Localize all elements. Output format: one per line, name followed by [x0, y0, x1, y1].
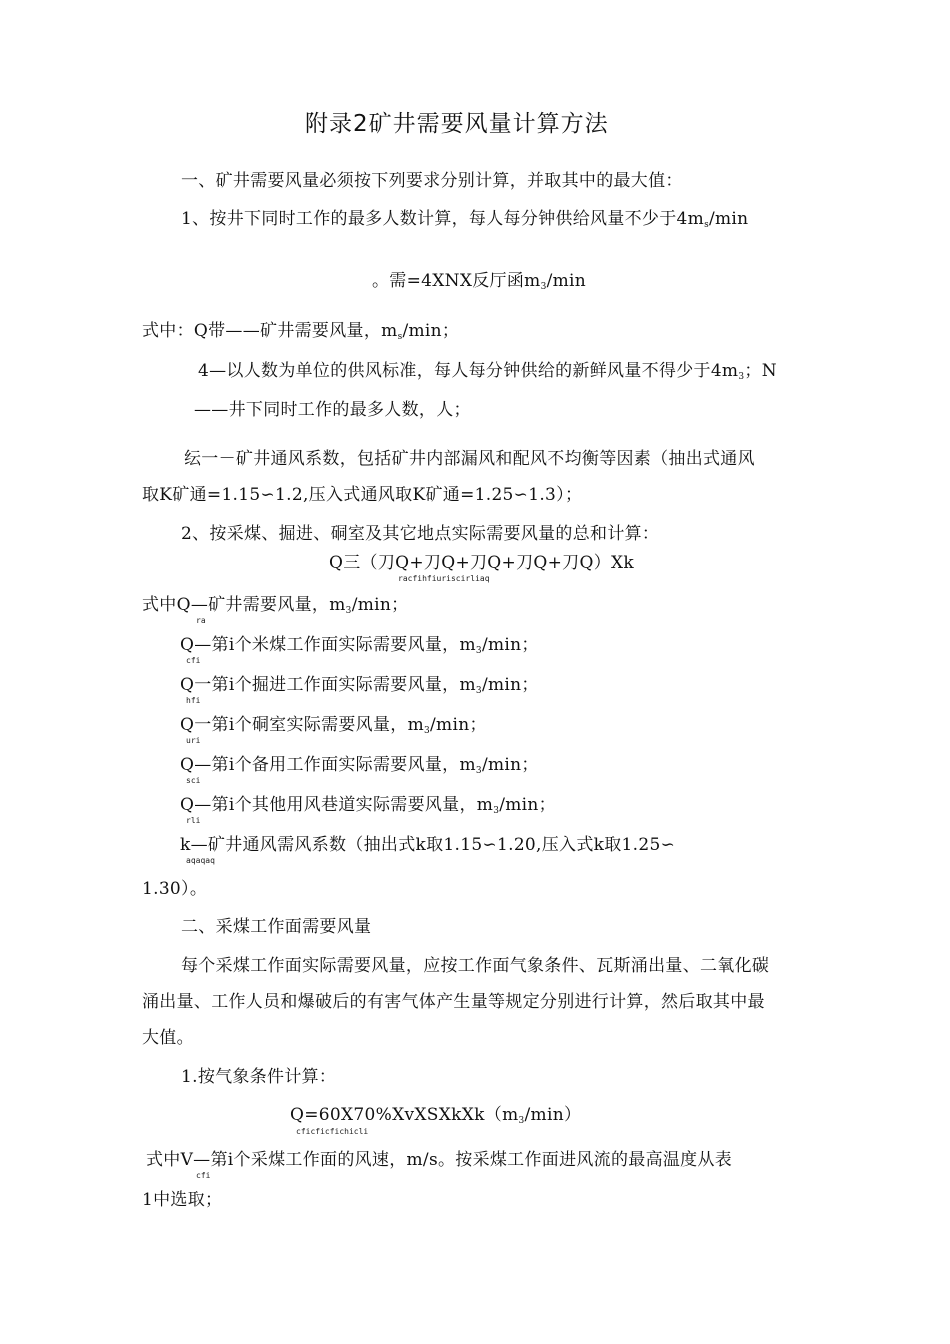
- subsection-heading: 1.按气象条件计算：: [181, 1067, 337, 1087]
- paragraph-line: 大值。: [142, 1028, 194, 1048]
- paragraph-line: 式中：Q带——矿井需要风量，$m_s/\min$；: [142, 321, 460, 342]
- formula-subscripts: racfihfiuriscirliaq: [398, 574, 490, 583]
- paragraph-line: 一、矿井需要风量必须按下列要求分别计算，并取其中的最大值：: [181, 171, 683, 191]
- section-heading: 二、采煤工作面需要风量: [181, 917, 372, 937]
- formula-line: 。需=4XNX反厅函$m_3/\min$: [372, 271, 587, 292]
- definition-line: 式中Q—矿井需要风量，$m_3/\min$；: [142, 595, 409, 616]
- paragraph-line: 2、按采煤、掘进、硐室及其它地点实际需要风量的总和计算：: [181, 524, 660, 544]
- definition-subscript: sci: [186, 776, 201, 785]
- paragraph-line: 纭一－矿井通风系数，包括矿井内部漏风和配风不均衡等因素（抽出式通风: [184, 449, 755, 469]
- formula-subscripts: cficficfichicli: [296, 1127, 369, 1136]
- definition-subscript: cfi: [186, 656, 201, 665]
- definition-line: Q—第i个备用工作面实际需要风量，$m_3/\min$；: [180, 755, 539, 776]
- definition-subscript: ra: [196, 616, 206, 625]
- definition-subscript: cfi: [196, 1171, 211, 1180]
- definition-subscript: uri: [186, 736, 201, 745]
- definition-line: k—矿井通风需风系数（抽出式k取1.15∽1.20,压入式k取1.25∽: [180, 835, 676, 855]
- paragraph-line: 每个采煤工作面实际需要风量，应按工作面气象条件、瓦斯涌出量、二氧化碳: [181, 956, 770, 976]
- definition-subscript: aqaqaq: [186, 856, 215, 865]
- definition-line: Q一第i个掘进工作面实际需要风量，$m_3/\min$；: [180, 675, 539, 696]
- formula-line: Q三（刀Q+刀Q+刀Q+刀Q+刀Q）Xk: [329, 553, 635, 573]
- paragraph-line: 1中选取；: [142, 1190, 223, 1210]
- definition-subscript: hfi: [186, 696, 201, 705]
- paragraph-line: 4—以人数为单位的供风标准，每人每分钟供给的新鲜风量不得少于$4m_3$；N: [198, 361, 777, 382]
- definition-line: Q—第i个米煤工作面实际需要风量，$m_3/\min$；: [180, 635, 539, 656]
- formula-line: $Q=60X70\%XvXSXkXk(m_3/\min)$: [290, 1105, 582, 1126]
- paragraph-line: 1.30）。: [142, 879, 208, 899]
- definition-subscript: rli: [186, 816, 201, 825]
- paragraph-line: 式中V—第i个采煤工作面的风速，m/s。按采煤工作面进风流的最高温度从表: [146, 1150, 733, 1170]
- paragraph-line: ——井下同时工作的最多人数，人；: [194, 400, 471, 420]
- paragraph-line: 涌出量、工作人员和爆破后的有害气体产生量等规定分别进行计算，然后取其中最: [142, 992, 765, 1012]
- definition-line: Q一第i个硐室实际需要风量，$m_3/\min$；: [180, 715, 487, 736]
- document-title: 附录2矿井需要风量计算方法: [305, 111, 609, 137]
- paragraph-line: 1、按井下同时工作的最多人数计算，每人每分钟供给风量不少于$4m_s/\min$: [181, 209, 749, 230]
- paragraph-line: 取K矿通=1.15∽1.2,压入式通风取K矿通=1.25∽1.3）；: [142, 485, 583, 505]
- definition-line: Q—第i个其他用风巷道实际需要风量，$m_3/\min$；: [180, 795, 556, 816]
